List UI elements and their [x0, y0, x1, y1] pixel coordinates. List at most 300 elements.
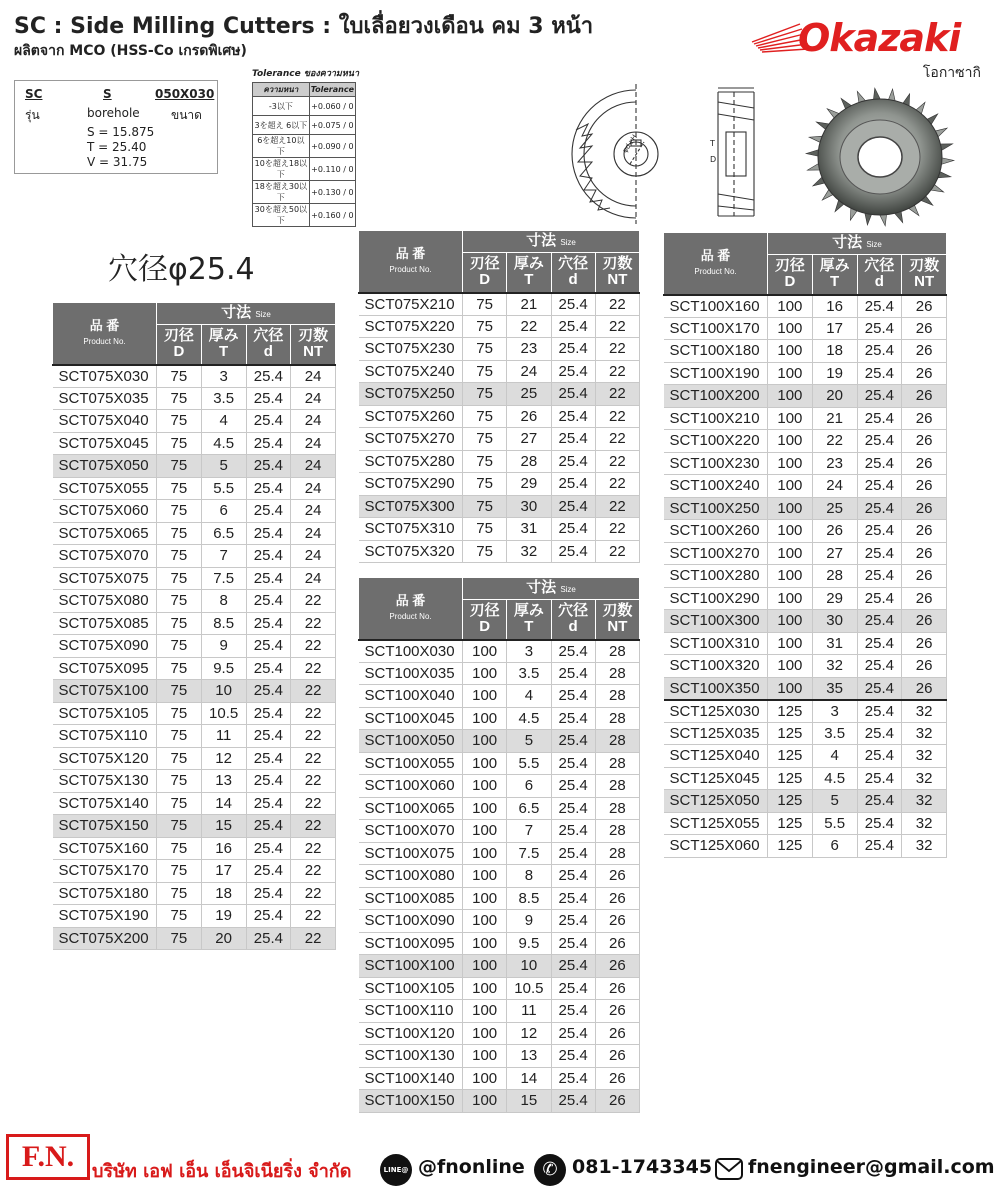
legend-col2-header: S: [103, 87, 112, 101]
product-code: SCT100X290: [664, 587, 768, 610]
thickness: 12: [507, 1022, 551, 1045]
table-row: [664, 295, 947, 318]
thickness: 30: [507, 495, 551, 518]
product-code: SCT100X190: [664, 362, 768, 385]
thickness: 10: [201, 680, 246, 703]
bore: 25.4: [551, 640, 595, 663]
product-code: SCT075X050: [53, 455, 157, 478]
bore: 25.4: [857, 520, 902, 543]
bore: 25.4: [246, 567, 291, 590]
teeth: 22: [291, 882, 336, 905]
product-code: SCT125X035: [664, 722, 768, 745]
table-row: [53, 680, 336, 703]
thickness: 11: [201, 725, 246, 748]
product-code: SCT100X095: [359, 932, 463, 955]
product-code: SCT075X250: [359, 383, 463, 406]
teeth: 26: [595, 910, 639, 933]
diameter: 100: [463, 752, 507, 775]
diameter: 100: [463, 730, 507, 753]
thickness: 4.5: [507, 707, 551, 730]
teeth: 26: [902, 677, 947, 700]
diameter: 75: [157, 770, 202, 793]
page-title: SC : Side Milling Cutters : ใบเลื่อยวงเดือน คม 3 หน้า: [14, 14, 594, 39]
product-code: SCT075X030: [53, 365, 157, 388]
tolerance-col-thickness: ความหนา: [253, 83, 310, 97]
diameter: 75: [157, 792, 202, 815]
teeth: 26: [902, 362, 947, 385]
diameter: 125: [768, 835, 813, 858]
diameter: 75: [157, 432, 202, 455]
diameter: 100: [463, 707, 507, 730]
bore: 25.4: [246, 500, 291, 523]
product-code: SCT100X120: [359, 1022, 463, 1045]
teeth: 22: [291, 635, 336, 658]
size-jp: 寸法: [832, 234, 863, 252]
teeth: 26: [595, 1045, 639, 1068]
col-label-jp: 刃数: [298, 326, 329, 344]
bore: 25.4: [551, 383, 595, 406]
thickness: 19: [201, 905, 246, 928]
diameter: 100: [768, 295, 813, 318]
bore: 25.4: [551, 865, 595, 888]
bore: 25.4: [551, 1090, 595, 1113]
diameter: 100: [463, 685, 507, 708]
table-row: [664, 790, 947, 813]
diameter: 100: [768, 340, 813, 363]
email-address[interactable]: fnengineer@gmail.com: [748, 1156, 995, 1178]
spec-table-3: [358, 577, 640, 1113]
table-row: [53, 770, 336, 793]
table-row: [359, 450, 640, 473]
table-row: [359, 775, 640, 798]
col-label-jp: 穴径: [558, 601, 589, 619]
col-header-teeth: [595, 253, 639, 293]
bore: 25.4: [857, 542, 902, 565]
brand-name: Okazaki: [798, 16, 961, 60]
product-code: SCT100X310: [664, 632, 768, 655]
col-header-dia: [463, 253, 507, 293]
diameter: 100: [463, 1000, 507, 1023]
product-no-jp: 品 番: [395, 245, 426, 261]
table-row: [359, 685, 640, 708]
col-label-jp: 厚み: [513, 601, 544, 619]
teeth: 28: [595, 685, 639, 708]
bore: 25.4: [857, 317, 902, 340]
diameter: 75: [463, 450, 507, 473]
teeth: 22: [291, 905, 336, 928]
product-code: SCT100X270: [664, 542, 768, 565]
table-row: [53, 387, 336, 410]
teeth: 22: [595, 383, 639, 406]
thickness: 4.5: [201, 432, 246, 455]
product-code: SCT100X110: [359, 1000, 463, 1023]
size-en: Size: [560, 238, 576, 248]
teeth: 22: [595, 360, 639, 383]
table-row: [359, 293, 640, 316]
table-row: [359, 820, 640, 843]
thickness: 4: [812, 745, 857, 768]
teeth: 26: [595, 932, 639, 955]
teeth: 28: [595, 707, 639, 730]
bore: 25.4: [246, 747, 291, 770]
thickness: 3: [812, 700, 857, 723]
bore: 25.4: [551, 910, 595, 933]
teeth: 22: [291, 702, 336, 725]
thickness: 22: [507, 315, 551, 338]
diameter: 125: [768, 790, 813, 813]
teeth: 26: [902, 317, 947, 340]
bore: 25.4: [857, 812, 902, 835]
thickness: 35: [812, 677, 857, 700]
thickness: 9: [507, 910, 551, 933]
brand-thai-name: โอกาซากิ: [922, 65, 981, 81]
product-code: SCT100X045: [359, 707, 463, 730]
product-code: SCT100X065: [359, 797, 463, 820]
product-code: SCT100X100: [359, 955, 463, 978]
col-label: d: [568, 618, 578, 636]
bore: 25.4: [551, 730, 595, 753]
teeth: 32: [902, 835, 947, 858]
teeth: 22: [291, 815, 336, 838]
okazaki-logo: [750, 12, 985, 84]
teeth: 22: [291, 680, 336, 703]
bore: 25.4: [857, 745, 902, 768]
col-label: D: [173, 343, 185, 361]
bore: 25.4: [857, 497, 902, 520]
product-code: SCT075X110: [53, 725, 157, 748]
teeth: 32: [902, 700, 947, 723]
cutter-photo: [800, 82, 960, 232]
teeth: 32: [902, 812, 947, 835]
thickness: 6: [507, 775, 551, 798]
thickness: 31: [812, 632, 857, 655]
bore: 25.4: [857, 655, 902, 678]
diameter: 100: [463, 865, 507, 888]
tolerance-table: [252, 66, 359, 225]
thickness: 9: [201, 635, 246, 658]
table-row: [53, 410, 336, 433]
thickness: 4: [507, 685, 551, 708]
table-row: [359, 1067, 640, 1090]
diameter: 75: [157, 387, 202, 410]
bore: 25.4: [551, 775, 595, 798]
thickness: 10.5: [201, 702, 246, 725]
product-code: SCT075X180: [53, 882, 157, 905]
thickness: 17: [812, 317, 857, 340]
thickness: 6.5: [507, 797, 551, 820]
thickness: 16: [812, 295, 857, 318]
bore: 25.4: [551, 887, 595, 910]
table-row: [664, 767, 947, 790]
bore: 25.4: [551, 360, 595, 383]
bore: 25.4: [246, 770, 291, 793]
tolerance-value: +0.110 / 0: [309, 158, 355, 181]
teeth: 28: [595, 752, 639, 775]
teeth: 24: [291, 432, 336, 455]
diameter: 75: [463, 428, 507, 451]
product-code: SCT075X040: [53, 410, 157, 433]
drawing-t-label: T: [710, 139, 715, 148]
product-code: SCT075X130: [53, 770, 157, 793]
col-header-teeth: [595, 600, 639, 640]
bore: 25.4: [551, 293, 595, 316]
thickness: 7: [507, 820, 551, 843]
tolerance-value: +0.090 / 0: [309, 135, 355, 158]
col-label: NT: [607, 271, 628, 289]
bore: 25.4: [857, 587, 902, 610]
bore: 25.4: [551, 405, 595, 428]
thickness: 29: [507, 473, 551, 496]
mail-icon: [714, 1156, 744, 1182]
table-row: [359, 910, 640, 933]
diameter: 75: [157, 747, 202, 770]
diameter: 100: [768, 362, 813, 385]
table-row: [359, 1000, 640, 1023]
teeth: 22: [291, 657, 336, 680]
teeth: 26: [595, 1067, 639, 1090]
bore: 25.4: [246, 657, 291, 680]
table-row: [53, 927, 336, 950]
product-code: SCT075X310: [359, 518, 463, 541]
product-code: SCT100X140: [359, 1067, 463, 1090]
bore: 25.4: [246, 905, 291, 928]
bore: 25.4: [857, 565, 902, 588]
bore: 25.4: [551, 518, 595, 541]
bore: 25.4: [246, 792, 291, 815]
diameter: 100: [463, 1022, 507, 1045]
table-row: [53, 837, 336, 860]
bore: 25.4: [551, 540, 595, 563]
product-code: SCT075X300: [359, 495, 463, 518]
table-row: [53, 725, 336, 748]
teeth: 32: [902, 790, 947, 813]
teeth: 28: [595, 797, 639, 820]
table-row: [359, 865, 640, 888]
col-label: T: [524, 271, 534, 289]
product-code: SCT075X320: [359, 540, 463, 563]
col-label-jp: 刃径: [469, 601, 500, 619]
bore: 25.4: [551, 1067, 595, 1090]
diameter: 100: [768, 632, 813, 655]
bore-heading: 穴径φ25.4: [108, 252, 255, 287]
product-code: SCT075X070: [53, 545, 157, 568]
product-code: SCT075X220: [359, 315, 463, 338]
diameter: 100: [768, 677, 813, 700]
col-header-teeth: [291, 325, 336, 365]
diameter: 100: [463, 662, 507, 685]
table-row: [664, 745, 947, 768]
diameter: 100: [768, 542, 813, 565]
diameter: 75: [463, 338, 507, 361]
col-label-jp: 刃数: [602, 601, 633, 619]
teeth: 22: [595, 450, 639, 473]
table-row: [53, 432, 336, 455]
table-row: [664, 655, 947, 678]
table-row: [359, 1045, 640, 1068]
line-icon: LINE@: [380, 1154, 412, 1186]
table-row: [53, 815, 336, 838]
col-label: D: [479, 618, 491, 636]
thickness: 13: [507, 1045, 551, 1068]
table-row: [664, 340, 947, 363]
col-header-bore: [246, 325, 291, 365]
diameter: 75: [157, 365, 202, 388]
product-code: SCT075X075: [53, 567, 157, 590]
size-en: Size: [560, 585, 576, 595]
thickness: 3.5: [812, 722, 857, 745]
table-row: [359, 640, 640, 663]
tolerance-row: [253, 204, 356, 227]
thickness: 5.5: [812, 812, 857, 835]
diameter: 100: [768, 407, 813, 430]
teeth: 28: [595, 662, 639, 685]
diameter: 100: [463, 887, 507, 910]
bore: 25.4: [551, 977, 595, 1000]
teeth: 26: [595, 1022, 639, 1045]
col-label: NT: [303, 343, 324, 361]
product-code: SCT075X065: [53, 522, 157, 545]
bore: 25.4: [246, 590, 291, 613]
product-code: SCT125X040: [664, 745, 768, 768]
teeth: 26: [902, 520, 947, 543]
table-row: [53, 747, 336, 770]
tolerance-value: +0.160 / 0: [309, 204, 355, 227]
teeth: 32: [902, 767, 947, 790]
product-no-header: [359, 231, 463, 293]
table-row: [359, 932, 640, 955]
diameter: 100: [463, 1067, 507, 1090]
legend-col1-label: รุ่น: [25, 108, 40, 122]
product-code: SCT100X240: [664, 475, 768, 498]
table-row: [53, 905, 336, 928]
product-code: SCT100X040: [359, 685, 463, 708]
bore: 25.4: [246, 387, 291, 410]
product-code: SCT075X210: [359, 293, 463, 316]
teeth: 28: [595, 775, 639, 798]
col-label: T: [524, 618, 534, 636]
col-label: T: [219, 343, 229, 361]
legend-col3-label: ขนาด: [171, 108, 202, 122]
thickness: 8.5: [201, 612, 246, 635]
diameter: 100: [463, 775, 507, 798]
size-header: [768, 233, 947, 255]
diameter: 75: [157, 657, 202, 680]
tolerance-row: [253, 116, 356, 135]
product-code: SCT075X120: [53, 747, 157, 770]
teeth: 22: [595, 405, 639, 428]
thickness: 21: [812, 407, 857, 430]
bore: 25.4: [551, 450, 595, 473]
footer: [0, 1130, 1000, 1190]
product-code: SCT100X180: [664, 340, 768, 363]
product-code: SCT075X190: [53, 905, 157, 928]
table-row: [53, 702, 336, 725]
table-row: [53, 792, 336, 815]
diameter: 75: [157, 590, 202, 613]
tolerance-row: [253, 97, 356, 116]
diameter: 75: [157, 702, 202, 725]
table-row: [664, 565, 947, 588]
diameter: 100: [768, 520, 813, 543]
diameter: 75: [463, 383, 507, 406]
product-no-en: Product No.: [694, 267, 737, 277]
table-row: [359, 495, 640, 518]
phone-number[interactable]: 081-1743345: [572, 1156, 713, 1178]
product-code: SCT075X150: [53, 815, 157, 838]
size-header: [157, 303, 336, 325]
teeth: 24: [291, 500, 336, 523]
diameter: 100: [768, 430, 813, 453]
diameter: 75: [157, 522, 202, 545]
teeth: 28: [595, 730, 639, 753]
teeth: 32: [902, 745, 947, 768]
product-no-header: [359, 578, 463, 640]
diameter: 125: [768, 745, 813, 768]
diameter: 75: [157, 860, 202, 883]
bore: 25.4: [551, 842, 595, 865]
bore: 25.4: [857, 340, 902, 363]
bore: 25.4: [246, 432, 291, 455]
diameter: 125: [768, 722, 813, 745]
diameter: 75: [157, 927, 202, 950]
table-row: [664, 317, 947, 340]
product-code: SCT100X070: [359, 820, 463, 843]
bore: 25.4: [857, 722, 902, 745]
legend-value: T = 25.40: [87, 140, 147, 154]
diameter: 75: [157, 882, 202, 905]
diameter: 75: [157, 725, 202, 748]
product-code: SCT075X170: [53, 860, 157, 883]
diameter: 75: [157, 837, 202, 860]
product-code: SCT075X090: [53, 635, 157, 658]
thickness: 16: [201, 837, 246, 860]
diameter: 75: [463, 540, 507, 563]
thickness: 13: [201, 770, 246, 793]
table-row: [664, 407, 947, 430]
tolerance-range: 3を超え 6以下: [253, 116, 310, 135]
col-label: NT: [607, 618, 628, 636]
teeth: 26: [902, 295, 947, 318]
col-header-teeth: [902, 255, 947, 295]
teeth: 22: [595, 338, 639, 361]
bore: 25.4: [246, 635, 291, 658]
diameter: 75: [463, 405, 507, 428]
table-row: [664, 430, 947, 453]
col-label: D: [479, 271, 491, 289]
thickness: 25: [812, 497, 857, 520]
thickness: 23: [507, 338, 551, 361]
col-label-jp: 厚み: [819, 256, 850, 274]
thickness: 5: [507, 730, 551, 753]
product-no-en: Product No.: [389, 265, 432, 275]
line-id[interactable]: @fnonline: [418, 1156, 525, 1178]
tolerance-value: +0.060 / 0: [309, 97, 355, 116]
product-code: SCT075X160: [53, 837, 157, 860]
bore: 25.4: [857, 362, 902, 385]
product-code: SCT100X055: [359, 752, 463, 775]
drawing-d-label: D: [710, 155, 717, 164]
teeth: 22: [595, 473, 639, 496]
tolerance-range: 18を超え30以下: [253, 181, 310, 204]
diameter: 75: [157, 500, 202, 523]
col-header-dia: [157, 325, 202, 365]
col-label-jp: 穴径: [253, 326, 284, 344]
bore: 25.4: [551, 820, 595, 843]
bore: 25.4: [857, 632, 902, 655]
spec-table-2: [358, 230, 640, 563]
table-row: [53, 522, 336, 545]
product-code: SCT075X240: [359, 360, 463, 383]
